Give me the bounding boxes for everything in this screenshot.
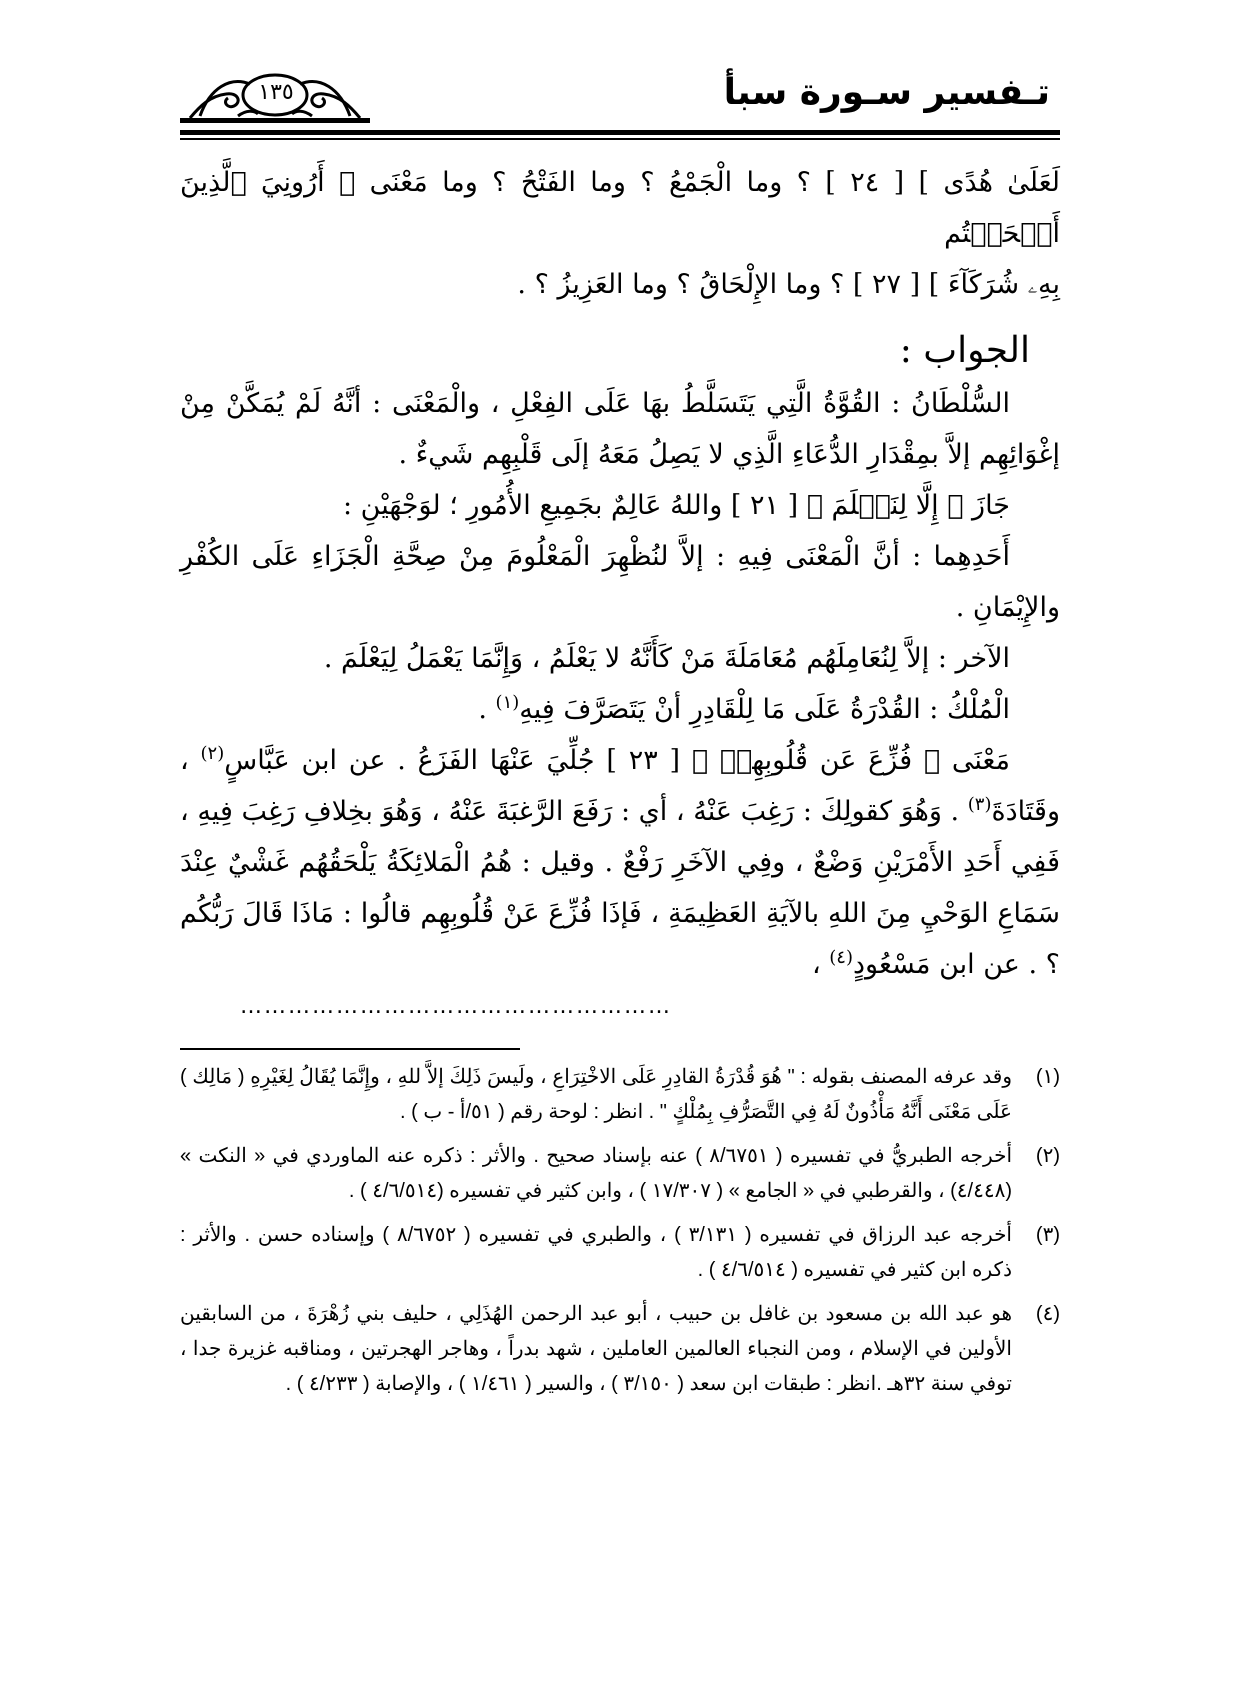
footnote-text: أخرجه الطبريُّ في تفسيره ( ٨/٦٧٥١ ) عنه بإسناد صحيح . والأثر : ذكره عنه الماوردي في « النكت » (٤/٤٤٨) ، والقرطبي في « الجامع » ( ١٧/٣٠٧ ) ، وابن كثير في تفسيره (٤/٦/٥١٤ ) . — [180, 1145, 1013, 1202]
continuation-dots: ……………………………………………… — [240, 994, 672, 1019]
paragraph-fuzzia-text: مَعْنَى ﴿ فُزِّعَ عَن قُلُوبِهِمۡ ﴾ [ ٢٣ ] جُلِّيَ عَنْهَا الفَزَعُ . عن ابن عَبَّاسٍ — [224, 745, 1010, 776]
footnote-ref-2: (٢) — [200, 743, 225, 764]
footnote-1 — [180, 1060, 1060, 1130]
footnote-separator — [180, 1048, 520, 1050]
footnote-4 — [180, 1297, 1060, 1402]
page-number: ١٣٥ — [258, 80, 294, 105]
paragraph-mulk-text: الْمُلْكُ : القُدْرَةُ عَلَى مَا لِلْقَادِرِ أنْ يَتَصَرَّفَ فِيهِ — [519, 694, 1010, 725]
paragraph-mulk-end: . — [478, 694, 496, 725]
answer-body — [180, 378, 1060, 990]
paragraph-fuzzia-text-3: . وَهُوَ كقولِكَ : رَغِبَ عَنْهُ ، أي : رَفَعَ الرَّغبَةَ عَنْهُ ، وَهُوَ بخِلافِ رَغِبَ فِيهِ ، فَفِي أَحَدِ الأَمْرَيْنِ وَضْعٌ ، وفِي الآخَرِ رَفْعٌ . وقيل : هُمُ الْمَلائِكَةُ يَلْحَقُهُم غَشْيٌ عِنْدَ سَمَاعِ الوَحْيِ مِنَ اللهِ بالآيَةِ العَظِيمَةِ ، فَإذَا فُزِّعَ عَنْ قُلُوبِهِم قالُوا : مَاذَا قَالَ رَبُّكُم ؟ . عن ابن مَسْعُودٍ — [180, 796, 1060, 980]
header-rule-thin — [180, 138, 1060, 140]
running-header-title: تـفسير سـورة سبأ — [723, 72, 1050, 113]
footnote-number: (٢) — [1035, 1145, 1060, 1167]
footnote-text: أخرجه عبد الرزاق في تفسيره ( ٣/١٣١ ) ، والطبري في تفسيره ( ٨/٦٧٥٢ ) وإسناده حسن . والأثر : ذكره ابن كثير في تفسيره ( ٤/٦/٥١٤ ) . — [180, 1224, 1012, 1281]
footnote-ref-1: (١) — [495, 692, 520, 713]
footnote-text: هو عبد الله بن مسعود بن غافل بن حبيب ، أبو عبد الرحمن الهُذَلِي ، حليف بني زُهْرَةَ ، من السابقين الأولين في الإسلام ، ومن النجباء العالمين العاملين ، شهد بدراً ، وهاجر الهجرتين ، ومناقبه غزيرة جدا ، توفي سنة ٣٢هـ .انظر : طبقات ابن سعد ( ٣/١٥٠ ) ، والسير ( ١/٤٦١ ) ، والإصابة ( ٤/٢٣٣ ) . — [180, 1303, 1012, 1395]
answer-heading: الجواب : — [899, 330, 1030, 371]
footnote-ref-3: (٣) — [967, 794, 992, 815]
paragraph-second-aspect: الآخر : إلاَّ لِنُعَامِلَهُم مُعَامَلَةَ مَنْ كَأَنَّهُ لا يَعْلَمُ ، وَإِنَّمَا يَعْمَلُ لِيَعْلَمَ . — [323, 643, 1010, 674]
paragraph-fuzzia-text-4: ، — [811, 949, 830, 980]
paragraph-sultan: السُّلْطَانُ : القُوَّةُ الَّتِي يَتَسَلَّطُ بهَا عَلَى الفِعْلِ ، والْمَعْنَى : أنَّهُ لَمْ يُمَكَّنْ مِنْ إغْوَائِهِم إلاَّ بمِقْدَارِ الدُّعَاءِ الَّذِي لا يَصِلُ مَعَهُ إلَى قَلْبِهِم شَيءٌ . — [180, 388, 1060, 470]
paragraph-fuzzia — [180, 735, 1060, 990]
footnote-number: (٤) — [1035, 1303, 1060, 1325]
paragraph-fuzzia-text-2: ، وقَتَادَةَ — [180, 745, 1060, 827]
footnote-3 — [180, 1218, 1060, 1288]
footnote-2 — [180, 1139, 1060, 1209]
header-rule-thick — [180, 130, 1060, 135]
footnotes — [180, 1060, 1060, 1411]
intro-line-2: بِهِۦ شُرَكَآءَ ] [ ٢٧ ] ؟ وما الإِلْحَاقُ ؟ وما العَزِيزُ ؟ . — [517, 269, 1060, 300]
footnote-number: (٣) — [1035, 1224, 1060, 1246]
paragraph-first-aspect: أَحَدِهِما : أنَّ الْمَعْنَى فِيهِ : إلاَّ لنُظْهِرَ الْمَعْلُومَ مِنْ صِحَّةِ الْجَزَاءِ عَلَى الكُفْرِ والإِيْمَانِ . — [180, 541, 1060, 623]
footnote-text: وقد عرفه المصنف بقوله : " هُوَ قُدْرَةُ القادِرِ عَلَى الاخْتِرَاعِ ، ولَيسَ ذَلِكَ إلاَّ للهِ ، وإِنَّمَا يُقَالُ لِغَيْرِهِ ( مَالِك ) عَلَى مَعْنَى أَنَّهُ مَأْذُونٌ لَهُ فِي التَّصَرُّفِ بِمُلْكٍ " . انظر : لوحة رقم ( ٥١/أ - ب ) . — [180, 1066, 1012, 1123]
intro-line-1: لَعَلَىٰ هُدًى ] [ ٢٤ ] ؟ وما الْجَمْعُ ؟ وما الفَتْحُ ؟ وما مَعْنَى ﴿ أَرُونِيَ ٱلَّذِينَ أَلۡحَقۡتُم — [180, 167, 1060, 249]
paragraph-jaz: جَازَ ﴿ إِلَّا لِنَعۡلَمَ ﴾ [ ٢١ ] واللهُ عَالِمٌ بجَمِيعِ الأُمُورِ ؛ لوَجْهَيْنِ : — [342, 490, 1010, 521]
intro-questions — [180, 157, 1060, 310]
footnote-ref-4: (٤) — [829, 947, 853, 968]
footnote-number: (١) — [1035, 1066, 1060, 1088]
paragraph-mulk — [180, 684, 1060, 735]
